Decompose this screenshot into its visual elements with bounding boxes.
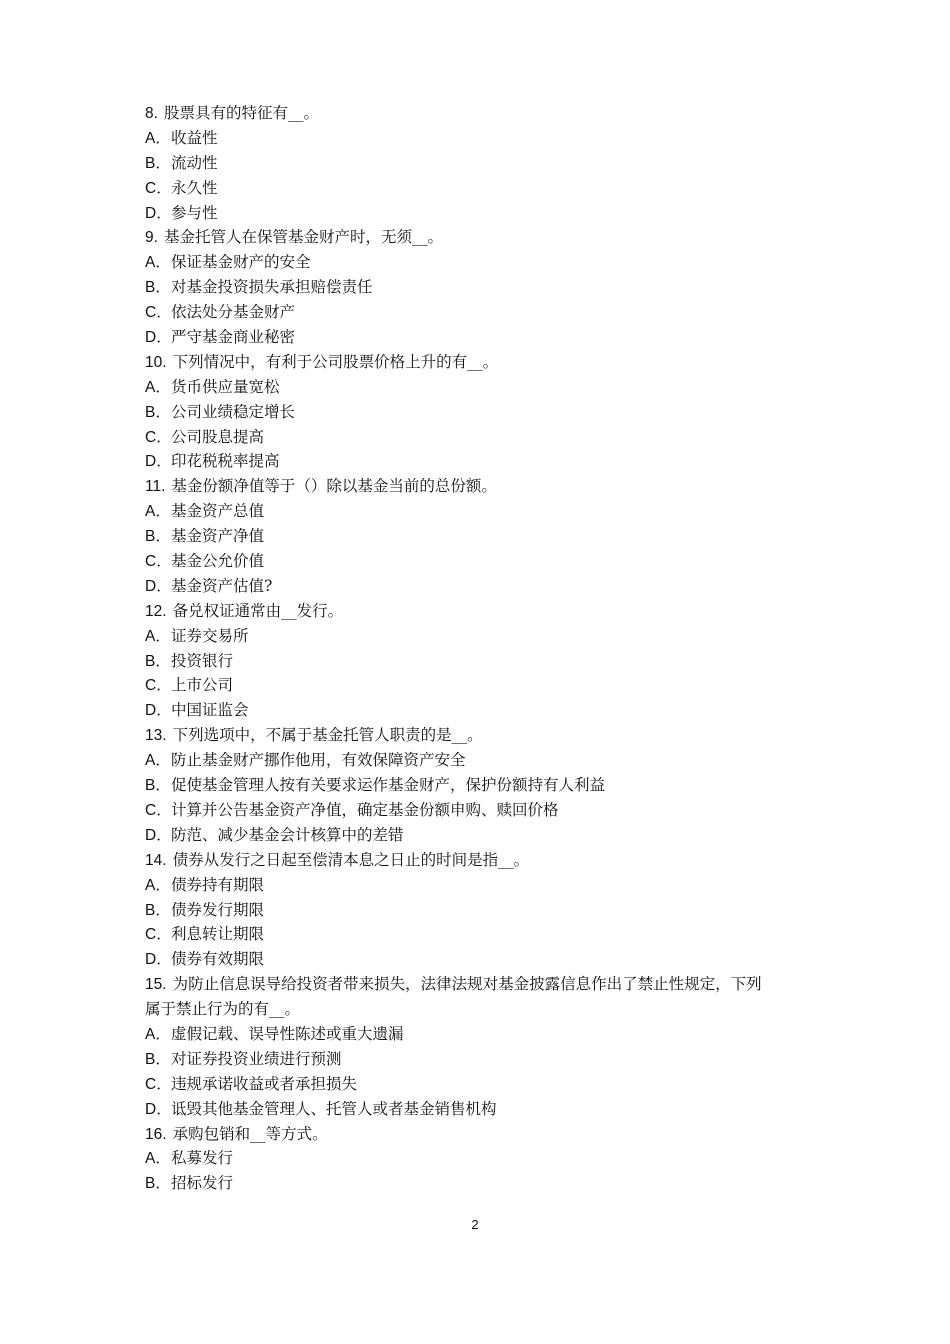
answer-option <box>145 748 825 773</box>
option-label: B． <box>145 154 171 172</box>
question-list <box>145 101 825 1196</box>
option-text: 永久性 <box>171 178 218 197</box>
question-text: 股票具有的特征有__。 <box>163 104 319 122</box>
option-label: C． <box>145 801 172 819</box>
option-text: 投资银行 <box>171 651 234 670</box>
option-label: D． <box>145 577 172 595</box>
answer-option <box>145 624 825 649</box>
option-text: 严守基金商业秘密 <box>171 328 296 347</box>
answer-option <box>145 574 825 599</box>
answer-option <box>145 1072 825 1097</box>
question-stem <box>145 101 825 126</box>
option-label: B． <box>145 652 171 670</box>
answer-option <box>145 1146 825 1171</box>
question-number: 14. <box>145 851 167 869</box>
option-text: 证券交易所 <box>171 626 249 645</box>
question-text: 基金份额净值等于（）除以基金当前的总份额。 <box>171 477 497 496</box>
option-label: B． <box>145 1050 171 1068</box>
question-stem <box>145 474 825 499</box>
question-number: 12. <box>145 602 167 620</box>
option-label: A． <box>145 1025 171 1043</box>
option-text: 参与性 <box>171 203 218 222</box>
answer-option <box>145 947 825 972</box>
answer-option <box>145 673 825 698</box>
answer-option <box>145 1097 825 1122</box>
question-number: 15. <box>145 976 167 994</box>
option-label: A． <box>145 129 171 147</box>
option-label: C． <box>145 428 172 446</box>
answer-option <box>145 649 825 674</box>
option-text: 基金公允价值 <box>171 552 265 571</box>
option-text: 公司业绩稳定增长 <box>171 402 296 421</box>
option-label: D． <box>145 453 172 471</box>
option-text: 对基金投资损失承担赔偿责任 <box>171 278 373 297</box>
option-label: B． <box>145 901 171 919</box>
option-label: D． <box>145 204 172 222</box>
option-text: 公司股息提高 <box>171 427 265 446</box>
option-label: A． <box>145 876 171 894</box>
answer-option <box>145 300 825 325</box>
option-label: B． <box>145 528 171 546</box>
question-text: 为防止信息误导给投资者带来损失，法律法规对基金披露信息作出了禁止性规定，下列 <box>172 975 762 994</box>
question-text: 承购包销和__等方式。 <box>172 1124 328 1143</box>
option-label: A． <box>145 752 171 770</box>
option-text: 基金资产净值 <box>171 527 265 546</box>
option-label: C． <box>145 304 172 322</box>
option-text: 违规承诺收益或者承担损失 <box>171 1074 358 1093</box>
answer-option <box>145 898 825 923</box>
option-label: D． <box>145 1100 172 1118</box>
answer-option <box>145 698 825 723</box>
option-text: 招标发行 <box>171 1174 234 1193</box>
option-text: 防止基金财产挪作他用，有效保障资产安全 <box>171 751 466 770</box>
option-label: D． <box>145 702 172 720</box>
answer-option <box>145 325 825 350</box>
option-label: D． <box>145 951 172 969</box>
option-label: A． <box>145 1150 171 1168</box>
question-number: 9. <box>145 229 158 247</box>
option-text: 计算并公告基金资产净值，确定基金份额申购、赎回价格 <box>171 800 559 819</box>
question-stem <box>145 723 825 748</box>
answer-option <box>145 425 825 450</box>
question-text: 下列情况中，有利于公司股票价格上升的有__。 <box>172 352 499 371</box>
answer-option <box>145 1022 825 1047</box>
answer-option <box>145 823 825 848</box>
answer-option <box>145 375 825 400</box>
option-label: C． <box>145 179 172 197</box>
option-label: C． <box>145 553 172 571</box>
question-number: 11. <box>145 478 166 496</box>
answer-option <box>145 126 825 151</box>
option-text: 利息转让期限 <box>171 925 265 944</box>
answer-option <box>145 151 825 176</box>
question-text: 属于禁止行为的有__。 <box>145 1000 301 1019</box>
option-text: 防范、减少基金会计核算中的差错 <box>171 825 404 844</box>
answer-option <box>145 1047 825 1072</box>
option-label: B． <box>145 279 171 297</box>
question-number: 8. <box>145 105 158 122</box>
option-text: 债券持有期限 <box>171 875 265 894</box>
option-label: B． <box>145 403 171 421</box>
option-text: 债券有效期限 <box>171 950 265 969</box>
question-number: 13. <box>145 727 167 745</box>
question-text: 备兑权证通常由__发行。 <box>172 601 344 620</box>
question-text: 下列选项中，不属于基金托管人职责的是__。 <box>172 726 483 745</box>
answer-option <box>145 400 825 425</box>
option-label: C． <box>145 926 172 944</box>
option-text: 基金资产总值 <box>171 502 265 521</box>
option-text: 诋毁其他基金管理人、托管人或者基金销售机构 <box>171 1099 497 1118</box>
question-stem <box>145 350 825 375</box>
answer-option <box>145 1171 825 1196</box>
question-stem <box>145 972 825 997</box>
question-stem <box>145 225 825 250</box>
answer-option <box>145 773 825 798</box>
option-label: A． <box>145 503 171 521</box>
option-text: 中国证监会 <box>171 701 249 720</box>
answer-option <box>145 798 825 823</box>
question-text: 债券从发行之日起至偿清本息之日止的时间是指__。 <box>172 850 530 869</box>
answer-option <box>145 176 825 201</box>
answer-option <box>145 549 825 574</box>
question-stem-continuation <box>145 997 825 1022</box>
option-label: D． <box>145 329 172 347</box>
question-number: 16. <box>145 1125 167 1143</box>
option-text: 依法处分基金财产 <box>171 303 296 322</box>
option-text: 货币供应量宽松 <box>171 377 280 396</box>
option-label: A． <box>145 627 171 645</box>
answer-option <box>145 499 825 524</box>
option-text: 虚假记载、误导性陈述或重大遗漏 <box>171 1024 404 1043</box>
answer-option <box>145 524 825 549</box>
answer-option <box>145 449 825 474</box>
option-text: 保证基金财产的安全 <box>171 253 311 272</box>
question-stem <box>145 848 825 873</box>
option-label: B． <box>145 777 171 795</box>
option-label: A． <box>145 378 171 396</box>
option-label: C． <box>145 1075 172 1093</box>
option-label: A． <box>145 254 171 272</box>
question-number: 10. <box>145 353 167 371</box>
option-text: 收益性 <box>171 128 218 147</box>
option-text: 印花税税率提高 <box>171 452 280 471</box>
question-text: 基金托管人在保管基金财产时，无须__。 <box>163 228 443 247</box>
option-text: 私募发行 <box>171 1149 234 1168</box>
option-text: 对证券投资业绩进行预测 <box>171 1049 342 1068</box>
question-stem <box>145 599 825 624</box>
option-text: 流动性 <box>171 153 218 172</box>
option-text: 基金资产估值? <box>171 576 273 595</box>
answer-option <box>145 201 825 226</box>
question-stem <box>145 1122 825 1147</box>
option-label: D． <box>145 826 172 844</box>
option-text: 上市公司 <box>171 676 234 695</box>
option-text: 债券发行期限 <box>171 900 265 919</box>
answer-option <box>145 873 825 898</box>
answer-option <box>145 922 825 947</box>
option-text: 促使基金管理人按有关要求运作基金财产，保护份额持有人利益 <box>171 776 606 795</box>
answer-option <box>145 250 825 275</box>
page-number: 2 <box>471 1217 479 1232</box>
option-label: C． <box>145 677 172 695</box>
answer-option <box>145 275 825 300</box>
option-label: B． <box>145 1175 171 1193</box>
